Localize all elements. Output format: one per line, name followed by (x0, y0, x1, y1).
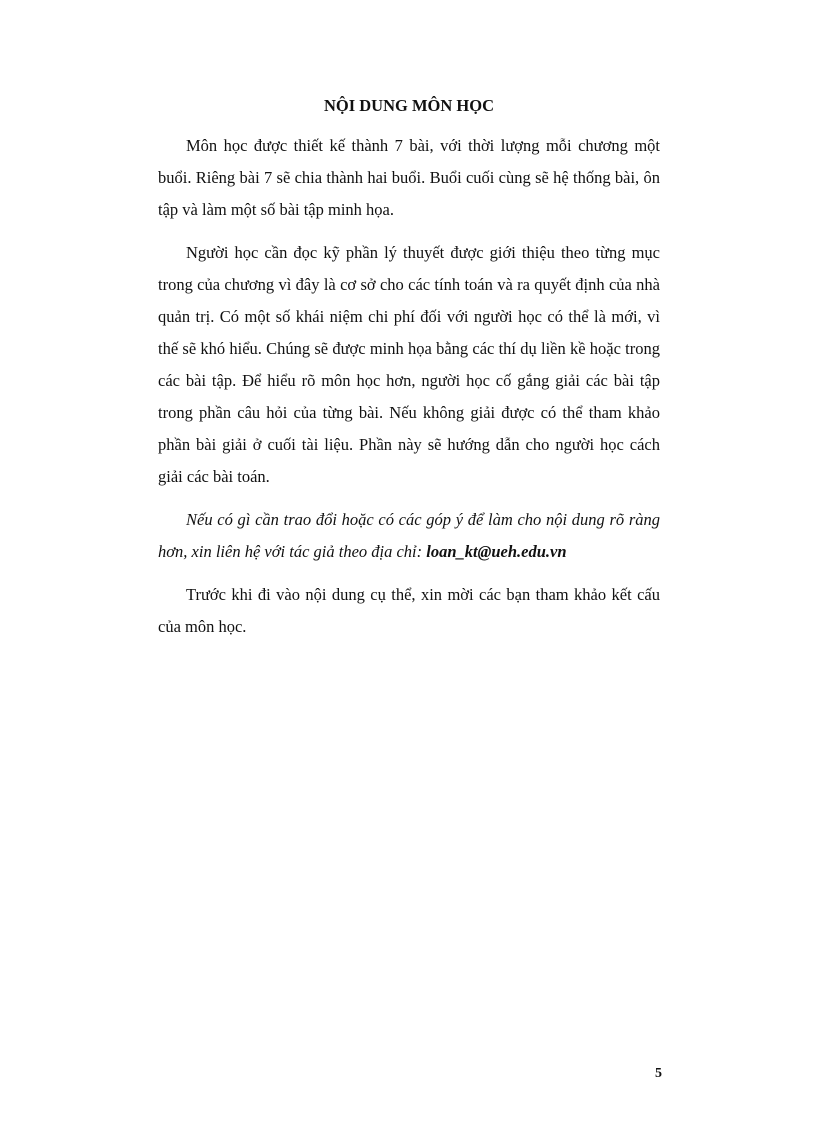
contact-email: loan_kt@ueh.edu.vn (426, 542, 567, 561)
page-number: 5 (655, 1066, 662, 1081)
paragraph-closing: Trước khi đi vào nội dung cụ thể, xin mời các bạn tham khảo kết cấu của môn học. (158, 585, 660, 636)
paragraph-contact (158, 504, 660, 568)
paragraph-study-guidance: Người học cần đọc kỹ phần lý thuyết được giới thiệu theo từng mục trong của chương vì đây là cơ sở cho các tính toán và ra quyết định của nhà quản trị. Có một số khái niệm chi phí đối với người học có thể là mới, vì thế sẽ khó hiểu. Chúng sẽ được minh họa bằng các thí dụ liền kề hoặc trong các bài tập. Để hiểu rõ môn học hơn, người học cố gắng giải các bài tập trong phần câu hỏi của từng bài. Nếu không giải được có thể tham khảo phần bài giải ở cuối tài liệu. Phần này sẽ hướng dẫn cho người học cách giải các bài toán. (158, 243, 660, 486)
contact-text: Nếu có gì cần trao đổi hoặc có các góp ý để làm cho nội dung rõ ràng hơn, xin liên hệ với tác giả theo địa chỉ: (158, 510, 660, 561)
page-title: NỘI DUNG MÔN HỌC (323, 96, 495, 115)
paragraph-course-structure: Môn học được thiết kế thành 7 bài, với thời lượng mỗi chương một buổi. Riêng bài 7 sẽ chia thành hai buổi. Buổi cuối cùng sẽ hệ thống bài, ôn tập và làm một số bài tập minh họa. (158, 136, 660, 219)
page-content (158, 96, 660, 654)
